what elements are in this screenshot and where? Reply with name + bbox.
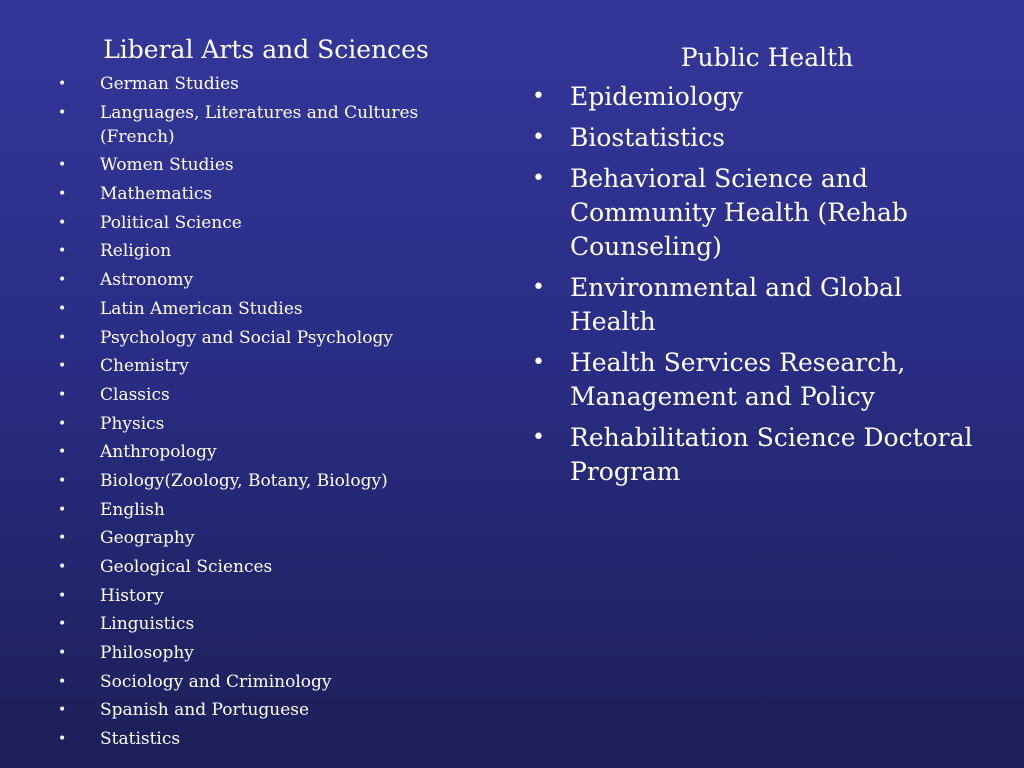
list-item-label: Physics (100, 413, 165, 434)
bullet-icon: • (58, 415, 67, 432)
list-item (56, 641, 476, 665)
list-item (56, 670, 476, 694)
list-item-label: Languages, Literatures and Cultures (French) (100, 102, 419, 147)
bullet-icon: • (532, 425, 545, 450)
bullet-icon: • (532, 166, 545, 191)
list-item (56, 584, 476, 608)
list-item-label: Health Services Research, Management and Policy (570, 348, 906, 411)
public-health-column (522, 42, 992, 496)
bullet-icon: • (58, 673, 67, 690)
bullet-icon: • (58, 104, 67, 121)
list-item (56, 727, 476, 751)
bullet-icon: • (58, 76, 67, 92)
bullet-icon: • (58, 329, 67, 346)
liberal-arts-list (56, 72, 476, 751)
bullet-icon: • (58, 501, 67, 518)
list-item (56, 412, 476, 436)
list-item (56, 211, 476, 235)
list-item-label: Psychology and Social Psychology (100, 327, 393, 348)
bullet-icon: • (58, 645, 67, 662)
bullet-icon: • (58, 472, 67, 489)
list-item-label: German Studies (100, 74, 239, 94)
list-item-label: Spanish and Portuguese (100, 700, 310, 721)
list-item-label: Political Science (100, 212, 242, 233)
list-item-label: Statistics (100, 729, 181, 750)
bullet-icon: • (532, 275, 545, 300)
list-item (56, 469, 476, 493)
bullet-icon: • (532, 84, 545, 109)
list-item-label: Mathematics (100, 184, 213, 205)
list-item (56, 698, 476, 722)
list-item (522, 271, 992, 339)
list-item (56, 526, 476, 550)
list-item-label: English (100, 499, 165, 520)
list-item (56, 354, 476, 378)
bullet-icon: • (58, 702, 67, 719)
bullet-icon: • (58, 731, 67, 748)
liberal-arts-column (56, 34, 476, 756)
bullet-icon: • (58, 587, 67, 604)
list-item-label: Geography (100, 528, 195, 549)
list-item-label: Behavioral Science and Community Health (Rehab Counseling) (570, 164, 908, 261)
list-item-label: Linguistics (100, 614, 195, 635)
bullet-icon: • (58, 444, 67, 461)
list-item (522, 80, 992, 114)
bullet-icon: • (532, 350, 545, 375)
list-item (56, 182, 476, 206)
list-item-label: Rehabilitation Science Doctoral Program (570, 423, 973, 486)
public-health-list (522, 80, 992, 489)
list-item (56, 498, 476, 522)
list-item-label: Latin American Studies (100, 298, 303, 319)
bullet-icon: • (58, 214, 67, 231)
list-item (522, 421, 992, 489)
bullet-icon: • (58, 272, 67, 289)
list-item-label: Epidemiology (570, 82, 743, 111)
list-item (56, 612, 476, 636)
list-item-label: Environmental and Global Health (570, 273, 902, 336)
bullet-icon: • (58, 186, 67, 203)
bullet-icon: • (58, 616, 67, 633)
list-item (522, 346, 992, 414)
bullet-icon: • (58, 157, 67, 174)
list-item (522, 121, 992, 155)
list-item-label: Chemistry (100, 356, 189, 377)
list-item (56, 297, 476, 321)
list-item (56, 72, 476, 96)
list-item (56, 555, 476, 579)
list-item-label: Classics (100, 384, 170, 405)
liberal-arts-title: Liberal Arts and Sciences (103, 35, 429, 64)
bullet-icon: • (58, 386, 67, 403)
list-item (56, 153, 476, 177)
list-item-label: Philosophy (100, 643, 194, 664)
list-item (56, 101, 476, 149)
bullet-icon: • (58, 530, 67, 547)
bullet-icon: • (58, 559, 67, 575)
list-item-label: Women Studies (100, 155, 234, 176)
list-item-label: Biology(Zoology, Botany, Biology) (100, 470, 388, 491)
list-item (56, 326, 476, 350)
list-item-label: Biostatistics (570, 123, 725, 152)
list-item (56, 239, 476, 263)
bullet-icon: • (58, 358, 67, 375)
public-health-title: Public Health (680, 43, 854, 72)
bullet-icon: • (58, 243, 67, 260)
bullet-icon: • (58, 300, 67, 317)
list-item-label: Anthropology (100, 442, 217, 463)
list-item (56, 268, 476, 292)
list-item (522, 162, 992, 264)
list-item-label: Geological Sciences (100, 557, 273, 577)
list-item-label: History (100, 585, 164, 606)
list-item (56, 440, 476, 464)
list-item-label: Sociology and Criminology (100, 671, 332, 692)
list-item-label: Astronomy (100, 270, 194, 291)
bullet-icon: • (532, 125, 545, 150)
list-item (56, 383, 476, 407)
list-item-label: Religion (100, 241, 172, 262)
